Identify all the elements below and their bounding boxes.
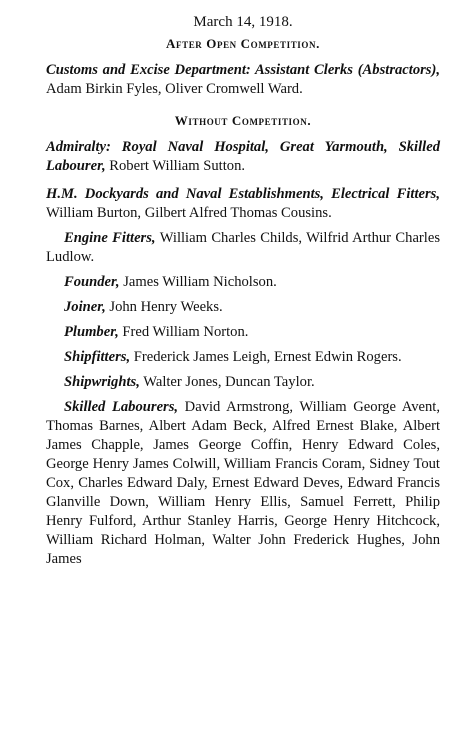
entry-names: Fred William Norton. [118,324,249,340]
entry-engine-fitters [46,229,440,267]
entry-names: David Armstrong, William George Avent, Thomas Barnes, Albert Adam Beck, Alfred Ernest Blake, Albert James Chapple, James George Coffin, Henry Edward Coles, George Henry James Colwill, William Francis Coram, Sidney Tout Cox, Charles Edward Daly, Ernest Edward Deves, Edward Francis Glanville Down, William Henry Ellis, Samuel Ferrett, Philip Henry Fulford, Arthur Stanley Harris, George Henry Hitchcock, William Richard Holman, Walter John Frederick Hughes, John James [46,399,440,567]
entry-names: Walter Jones, Duncan Taylor. [139,374,315,390]
entry-category: Joiner, [64,299,106,315]
entry-joiner [46,298,440,317]
entry-customs [46,61,440,99]
entry-admiralty [46,138,440,176]
entry-category: Engine Fitters, [64,230,156,246]
entry-names: William Burton, Gilbert Alfred Thomas Cousins. [46,205,332,221]
entry-names: Robert William Sutton. [105,158,246,174]
entry-names: James William Nicholson. [119,274,277,290]
section-heading-open-competition: After Open Competition. [166,36,320,51]
entry-category: Skilled Labourers, [64,399,179,415]
section-heading-without-competition: Without Competition. [174,113,312,128]
entry-names: William Charles Childs, Wilfrid Arthur Charles Ludlow. [46,230,441,265]
text-column [46,13,440,578]
entry-names: Frederick James Leigh, Ernest Edwin Rogers. [130,349,402,365]
entry-shipfitters [46,348,440,367]
date-heading: March 14, 1918. [193,14,293,30]
entry-category: Plumber, [64,324,119,340]
entry-category: Shipwrights, [64,374,140,390]
entry-names: Adam Birkin Fyles, Oliver Cromwell Ward. [46,81,303,97]
entry-founder [46,273,440,292]
entry-dockyards [46,185,440,223]
entry-category: Shipfitters, [64,349,131,365]
entry-names: John Henry Weeks. [105,299,223,315]
entry-plumber [46,323,440,342]
entry-skilled-labourers [46,398,440,569]
entry-category: Customs and Excise Department: Assistant Clerks (Abstractors), [46,62,440,78]
entry-category: Founder, [64,274,120,290]
entry-category: Admiralty: Royal Naval Hospital, Great Yarmouth, Skilled Labourer, [46,139,440,174]
entry-shipwrights [46,373,440,392]
entry-category: H.M. Dockyards and Naval Establishments, Electrical Fitters, [46,186,440,202]
